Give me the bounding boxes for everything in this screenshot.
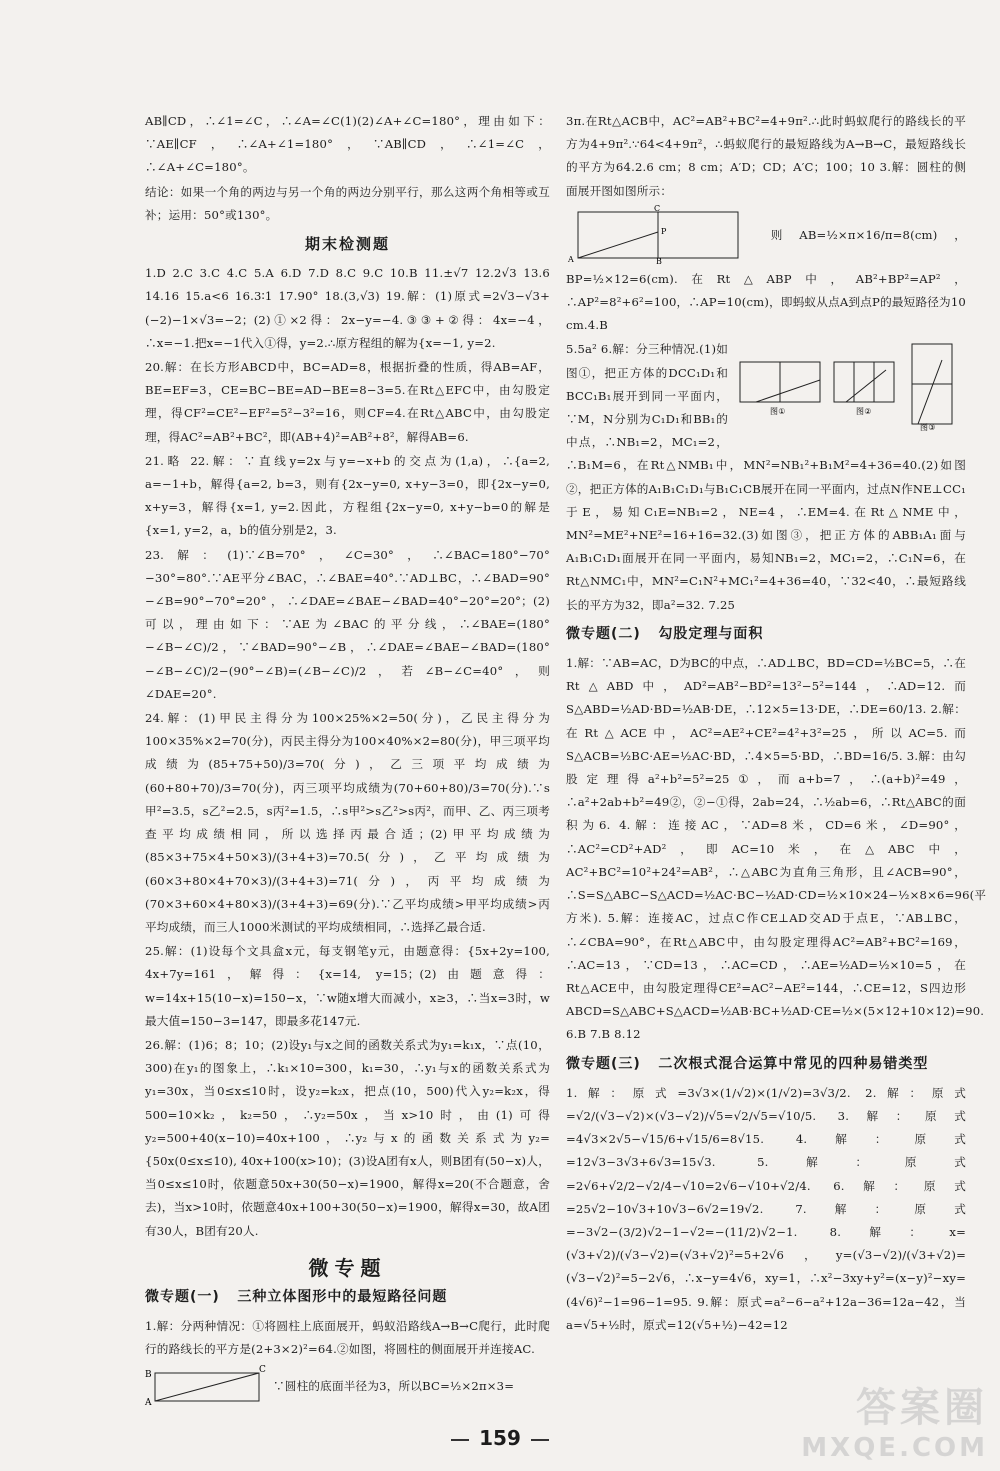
paragraph: 26.解：(1)6；8；10；(2)设y₁与x之间的函数关系式为y₁=k₁x，∵点(10，300)在y₁的图象上，∴k₁×10=300，k₁=30，∴y₁与x的函数关系式为y₁=30x，当0≤x≤10时，设y₂=k₂x，把点(10，500)代入y₂=k₂x，得500=10×k₂，k₂=50，∴y₂=50x，当x>10时，由(1)可得y₂=500+40(x−10)=40x+100，∴y₂与x的函数关系式为y₂={50x(0≤x≤10), 40x+100(x>10)；(3)设A团有x人，则B团有(50−x)人，当0≤x≤10时，依题意50x+30(50−x)=1900，解得x=20(不合题意，舍去)，当x>10时，依题意40x+100+30(50−x)=1900，解得x=30，故A团有30人，B团有20人. <box>145 1037 550 1238</box>
paragraph-text: ∵圆柱的底面半径为3，所以BC=½×2π×3= <box>273 1378 515 1393</box>
section-title-final-exam: 期末检测题 <box>304 235 390 254</box>
right-column <box>566 110 987 1338</box>
subsection-number: 微专题(二) <box>566 625 641 642</box>
paragraph: 20.解：在长方形ABCD中，BC=AD=8，根据折叠的性质，得AB=AF，BE=EF=3，CE=BC−BE=AD−BE=8−3=5.在Rt△EFC中，由勾股定理，得CF²=CE²−EF²=5²−3²=16，则CF=4.在Rt△ABC中，由勾股定理，得AC²=AB²+BC²，即(AB+4)²=AB²+8²，解得AB=6. <box>145 360 550 444</box>
paragraph: 24.解：(1)甲民主得分为100×25%×2=50(分)，乙民主得分为100×35%×2=70(分)，丙民主得分为100×40%×2=80(分)，甲三项平均成绩为(85+75+50)/3=70(分)，乙三项平均成绩为(60+80+70)/3=70(分)，丙三项平均成绩为(70+60+80)/3=70(分).∵s甲²=3.5，s乙²=2.5，s丙²=1.5，∴s甲²>s乙²>s丙²，而甲、乙、丙三项考查平均成绩相同，所以选择丙最合适；(2)甲平均成绩为(85×3+75×4+50×3)/(3+4+3)=70.5(分)，乙平均成绩为(60×3+80×4+70×3)/(3+4+3)=71(分)，丙平均成绩为(70×3+60×4+80×3)/(3+4+3)=69(分).∵乙平均成绩>甲平均成绩>丙平均成绩，而三人1000米测试的平均成绩相同，∴选择乙最合适. <box>145 711 550 934</box>
subsection-number: 微专题(三) <box>566 1055 641 1072</box>
paragraph: 1.解：原式=3√3×(1/√2)×(1/√2)=3√3/2. 2.解：原式=√2/(√3−√2)×(√3−√2)/√5=√2/√5=√10/5. 3.解：原式=4√3×2√5−√15/6+√15/6=8√15. 4.解：原式=12√3−3√3+6√3=15√3. 5.解：原式=2√6+√2/2−√2/4−√10=2√6−√10+√2/4. 6.解：原式=25√2−10√3+10√3−6√2=19√2. 7.解：原式=−3√2−(3/2)√2−1−√2=−(11/2)√2−1. 8.解：x=(√3+√2)/(√3−√2)=(√3+√2)²=5+2√6，y=(√3−√2)/(√3+√2)=(√3−√2)²=5−2√6，∴x−y=4√6，xy=1，∴x²−3xy+y²=(x−y)²−xy=(4√6)²−1=96−1=95. 9.解：原式=a²−6−a²+12a−36=12a−42，当a=√5+½时，原式=12(√5+½)−42=12 <box>566 1085 966 1332</box>
paragraph: AB∥CD，∴∠1=∠C，∴∠A=∠C(1)(2)∠A+∠C=180°，理由如下：∵AE∥CF，∴∠A+∠1=180°，∵AB∥CD，∴∠1=∠C，∴∠A+∠C=180°。 <box>145 114 550 175</box>
subsection-title <box>566 623 966 646</box>
fig-label-b: B <box>656 256 663 266</box>
fig-label-a: A <box>145 1397 152 1408</box>
page-number-text: 159 <box>479 1426 521 1450</box>
fig-caption-1: 图① <box>770 407 786 417</box>
fig-label-c: C <box>259 1364 267 1375</box>
cylinder-unfold-figure <box>145 1364 267 1408</box>
subsection-title <box>566 1053 966 1076</box>
left-column <box>145 110 550 1412</box>
fig-label-c: C <box>654 203 661 213</box>
watermark-logo: 答案圈 <box>856 1385 988 1431</box>
paragraph: 1.D 2.C 3.C 4.C 5.A 6.D 7.D 8.C 9.C 10.B 11.±√7 12.2√3 13.6 14.16 15.a<6 16.3∶1 17.90° 18.(3,√3) 19.解：(1)原式=2√3−√3+(−2)−1×√3=−2；(2)①×2得：2x−y=−4.③③+②得：4x=−4，∴x=−1.把x=−1代入①得，y=2.∴原方程组的解为{x=−1, y=2. <box>145 266 550 350</box>
paragraph-text: 5.5a² 6.解：分三种情况.(1)如图①，把正方体的DCC₁D₁和BCC₁B₁展开到同一平面内，∵M，N分别为C₁D₁和BB₁的中点，∴NB₁=2，MC₁=2，∴B₁M=6，在Rt△NMB₁中，MN²=NB₁²+B₁M²=4+36=40.(2)如图②，把正方体的A₁B₁C₁D₁与B₁C₁CB展开在同一平面内，过点N作NE⊥CC₁于E，易知C₁E=NB₁=2，NE=4，∴EM=4.在Rt△NME中，MN²=ME²+NE²=16+16=32.(3)如图③，把正方体的ABB₁A₁面与A₁B₁C₁D₁面展开在同一平面内，易知NB₁=2，MC₁=2，∴C₁N=6，在Rt△NMC₁中，MN²=C₁N²+MC₁²=4+36=40，∵32<40，∴最短路线长的平方为32，即a²=32. 7.25 <box>566 342 966 612</box>
fig-label-p: P <box>661 226 667 236</box>
fig-caption-2: 图② <box>856 407 872 417</box>
dash-right <box>531 1439 549 1441</box>
cylinder-side-figure <box>566 203 746 266</box>
paragraph: 25.解：(1)设每个文具盒x元，每支钢笔y元，由题意得：{5x+2y=100, 4x+7y=161，解得：{x=14, y=15；(2)由题意得：w=14x+15(10−x)=150−x，∵w随x增大而减小，x≥3，∴当x=3时，w最大值=150−3=147，即最多花147元. <box>145 944 550 1028</box>
paragraph <box>145 1363 550 1411</box>
paragraph: 3π.在Rt△ACB中，AC²=AB²+BC²=4+9π².∴此时蚂蚁爬行的路线长的平方为4+9π².∵64<4+9π²，∴蚂蚁爬行的最短路线为A→B→C，最短路线长的平方为64.2.6 cm；8 cm；A′D；CD；A′C；100；10 3.解：圆柱的侧面展开图如图所示： <box>566 114 966 198</box>
watermark-url: MXQE.COM <box>801 1433 988 1463</box>
paragraph-text: 则AB=½×π×16/π=8(cm)，BP=½×12=6(cm).在Rt△ABP中，AB²+BP²=AP²，∴AP²=8²+6²=100，∴AP=10(cm)，即蚂蚁从点A到点P的最短路径为10 cm.4.B <box>566 227 966 333</box>
subsection-name: 二次根式混合运算中常见的四种易错类型 <box>658 1055 929 1072</box>
paragraph: 1.解：∵AB=AC，D为BC的中点，∴AD⊥BC，BD=CD=½BC=5，∴在Rt△ABD中，AD²=AB²−BD²=13²−5²=144，∴AD=12.而S△ABD=½AD·BD=½AB·DE，∴12×5=13·DE，∴DE=60/13. 2.解：在Rt△ACE中，AC²=AE²+CE²=4²+3²=25，所以AC=5.而S△ACB=½BC·AE=½AC·BD，∴4×5=5·BD，∴BD=16/5. 3.解：由勾股定理得a²+b²=5²=25①，而a+b=7，∴(a+b)²=49，∴a²+2ab+b²=49②，②−①得，2ab=24，∴½ab=6，∴Rt△ABC的面积为6. 4.解：连接AC，∵AD=8米，CD=6米，∠D=90°，∴AC²=CD²+AD²，即AC=10米，在△ABC中，AC²+BC²=10²+24²=AB²，∴△ABC为直角三角形，且∠ACB=90°，∴S=S△ABC−S△ACD=½AC·BC−½AD·CD=½×10×24−½×8×6=96(平方米). 5.解：连接AC，过点C作CE⊥AD交AD于点E，∵AB⊥BC，∴∠CBA=90°，在Rt△ABC中，由勾股定理得AC²=AB²+BC²=169，∴AC=13，∵CD=13，∴AC=CD，∴AE=½AD=½×10=5，在Rt△ACE中，由勾股定理得CE²=AC²−AE²=144，∴CE=12，S四边形ABCD=S△ABC+S△ACD=½AB·BC+½AD·CE=½×(5×12+10×12)=90. 6.B 7.B 8.12 <box>566 656 987 1042</box>
fig-caption-3: 图③ <box>920 423 936 433</box>
paragraph <box>566 204 966 338</box>
subsection-name: 勾股定理与面积 <box>658 625 764 642</box>
paragraph <box>566 338 966 616</box>
paragraph: 23.解：(1)∵∠B=70°，∠C=30°，∴∠BAC=180°−70°−30°=80°.∵AE平分∠BAC，∴∠BAE=40°.∵AD⊥BC，∴∠BAD=90°−∠B=90°−70°=20°，∴∠DAE=∠BAE−∠BAD=40°−20°=20°；(2)可以，理由如下：∵AE为∠BAC的平分线，∴∠BAE=(180°−∠B−∠C)/2，∵∠BAD=90°−∠B，∴∠DAE=∠BAE−∠BAD=(180°−∠B−∠C)/2−(90°−∠B)=(∠B−∠C)/2，若∠B−∠C=40°，则∠DAE=20°. <box>145 547 550 701</box>
subsection-title <box>145 1286 550 1309</box>
paragraph: 1.解：分两种情况：①将圆柱上底面展开，蚂蚁沿路线A→B→C爬行，此时爬行的路线长的平方是(2+3×2)²=64.②如图，将圆柱的侧面展开并连接AC. <box>145 1319 550 1357</box>
paragraph: 结论：如果一个角的两边与另一个角的两边分别平行，那么这两个角相等或互补；运用：50°或130°。 <box>145 184 550 222</box>
fig-label-b: B <box>145 1369 152 1380</box>
fig-label-a: A <box>568 254 574 264</box>
dash-left <box>451 1439 469 1441</box>
subsection-number: 微专题(一) <box>145 1288 220 1305</box>
section-title-micro: 微专题 <box>308 1255 387 1280</box>
paragraph: 21.略 22.解：∵直线y=2x与y=−x+b的交点为(1,a)，∴{a=2, a=−1+b，解得{a=2, b=3，则有{2x−y=0, x+y−3=0，即{2x−y=0, x+y=3，解得{x=1, y=2.因此，方程组{2x−y=0, x+y−b=0的解是{x=1, y=2，a，b的值分别是2，3. <box>145 453 550 538</box>
subsection-name: 三种立体图形中的最短路径问题 <box>237 1288 448 1305</box>
cube-unfold-figures <box>736 340 966 433</box>
watermark <box>801 1376 988 1463</box>
